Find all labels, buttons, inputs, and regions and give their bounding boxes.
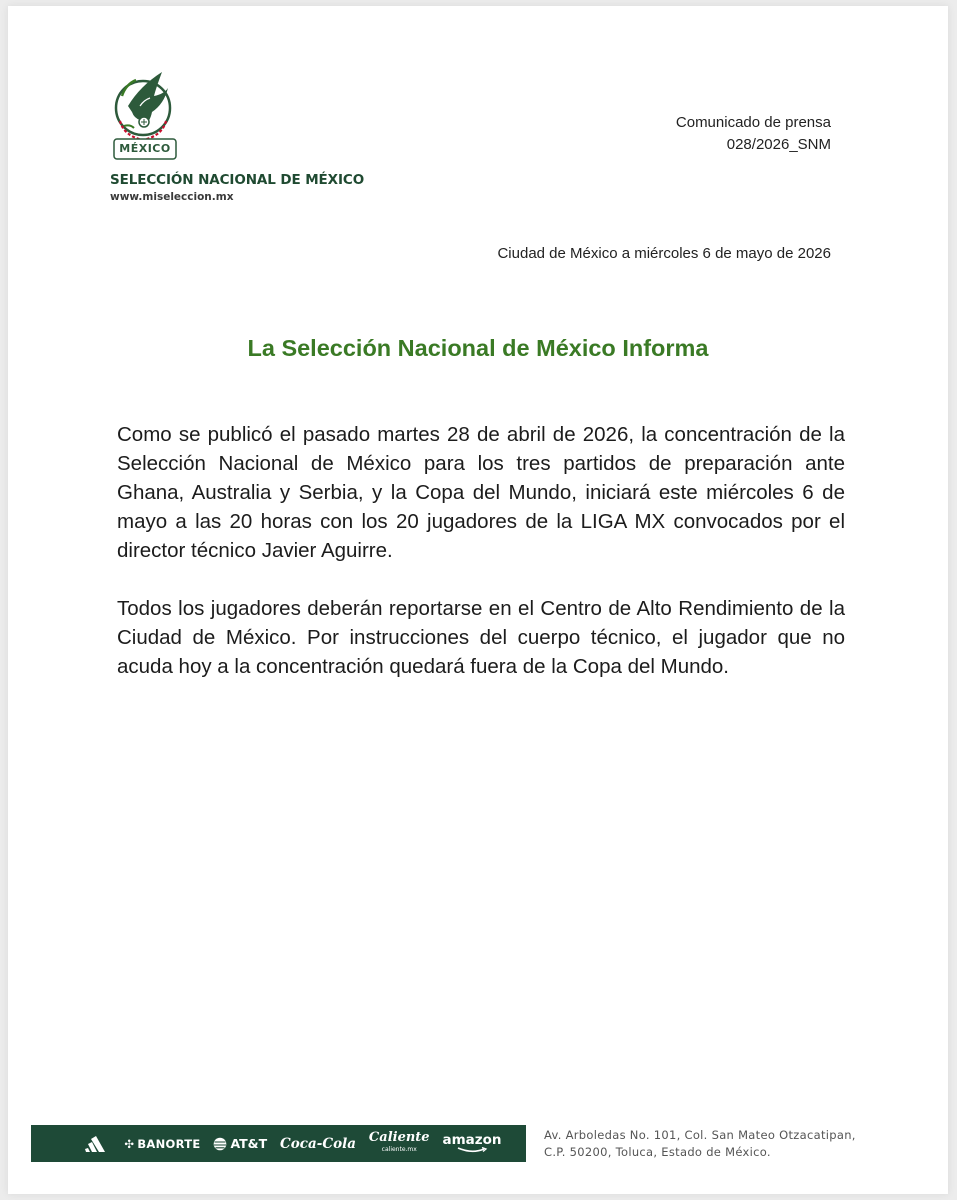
press-release-number: 028/2026_SNM <box>726 136 831 153</box>
date-line: Ciudad de México a miércoles 6 de mayo de 2026 <box>497 245 831 262</box>
caliente-url: caliente.mx <box>381 1145 417 1153</box>
address-line: Av. Arboledas No. 101, Col. San Mateo Otzacatipan, <box>544 1128 856 1142</box>
banorte-label: BANORTE <box>137 1136 201 1151</box>
address-line: C.P. 50200, Toluca, Estado de México. <box>544 1145 771 1159</box>
footer-address <box>544 1127 864 1161</box>
paragraph: Todos los jugadores deberán reportarse en el Centro de Alto Rendimiento de la Ciudad de México. Por instrucciones del cuerpo técnico, el jugador que no acuda hoy a la concentración quedará fuera de la Copa del Mundo. <box>117 597 845 678</box>
press-release-meta <box>676 112 831 156</box>
organization-name: SELECCIÓN NACIONAL DE MÉXICO <box>110 172 365 188</box>
amazon-logo <box>443 1134 502 1153</box>
adidas-logo-icon <box>85 1135 111 1153</box>
paragraph: Como se publicó el pasado martes 28 de abril de 2026, la concentración de la Selección Nacional de México para los tres partidos de preparación ante Ghana, Australia y Serbia, y la Copa del Mundo, iniciará este miércoles 6 de mayo a las 20 horas con los 20 jugadores de la LIGA MX convocados por el director técnico Javier Aguirre. <box>117 423 845 562</box>
crest-label: MÉXICO <box>119 142 171 155</box>
organization-url[interactable]: www.miseleccion.mx <box>110 191 234 203</box>
banorte-logo <box>124 1137 200 1151</box>
caliente-label: Caliente <box>368 1129 430 1145</box>
press-release-page <box>8 6 948 1194</box>
cocacola-logo: Coca-Cola <box>280 1135 356 1152</box>
body-text <box>117 420 845 710</box>
att-logo <box>213 1136 267 1151</box>
globe-icon <box>213 1137 227 1151</box>
amazon-smile-icon <box>455 1147 489 1153</box>
amazon-label: amazon <box>442 1132 502 1148</box>
sponsor-bar <box>31 1125 526 1162</box>
caliente-logo <box>368 1129 430 1156</box>
att-label: AT&T <box>230 1136 268 1151</box>
document-title: La Selección Nacional de México Informa <box>247 335 709 361</box>
press-release-label: Comunicado de prensa <box>675 114 831 131</box>
banorte-mark-icon: ✣ <box>124 1136 135 1151</box>
